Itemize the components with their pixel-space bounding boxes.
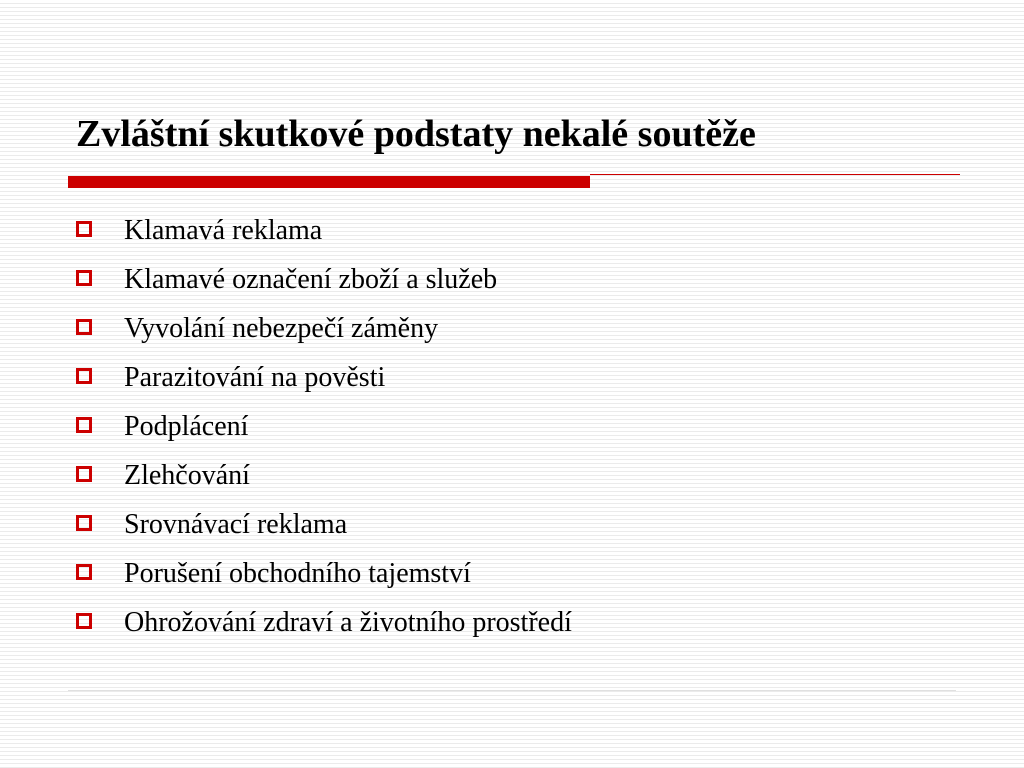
footer-divider	[68, 690, 956, 691]
title-underline-thin	[590, 174, 960, 175]
square-bullet-icon	[76, 270, 92, 286]
list-item	[76, 255, 572, 304]
list-item-text: Klamavé označení zboží a služeb	[124, 263, 498, 295]
square-bullet-icon	[76, 466, 92, 482]
list-item-text: Podplácení	[124, 410, 249, 442]
slide-title: Zvláštní skutkové podstaty nekalé soutěže	[76, 113, 756, 155]
list-item	[76, 402, 572, 451]
bullet-list	[76, 206, 572, 647]
list-item	[76, 549, 572, 598]
title-underline-thick	[68, 176, 590, 188]
list-item	[76, 451, 572, 500]
list-item-text: Zlehčování	[124, 459, 250, 491]
list-item-text: Porušení obchodního tajemství	[124, 557, 471, 589]
square-bullet-icon	[76, 319, 92, 335]
list-item	[76, 598, 572, 647]
list-item	[76, 500, 572, 549]
list-item-text: Parazitování na pověsti	[124, 361, 386, 393]
square-bullet-icon	[76, 515, 92, 531]
square-bullet-icon	[76, 368, 92, 384]
list-item-text: Ohrožování zdraví a životního prostředí	[124, 606, 572, 638]
square-bullet-icon	[76, 613, 92, 629]
list-item-text: Srovnávací reklama	[124, 508, 348, 540]
square-bullet-icon	[76, 417, 92, 433]
list-item-text: Klamavá reklama	[124, 214, 323, 246]
list-item	[76, 206, 572, 255]
square-bullet-icon	[76, 564, 92, 580]
list-item	[76, 304, 572, 353]
list-item-text: Vyvolání nebezpečí záměny	[124, 312, 439, 344]
list-item	[76, 353, 572, 402]
square-bullet-icon	[76, 221, 92, 237]
